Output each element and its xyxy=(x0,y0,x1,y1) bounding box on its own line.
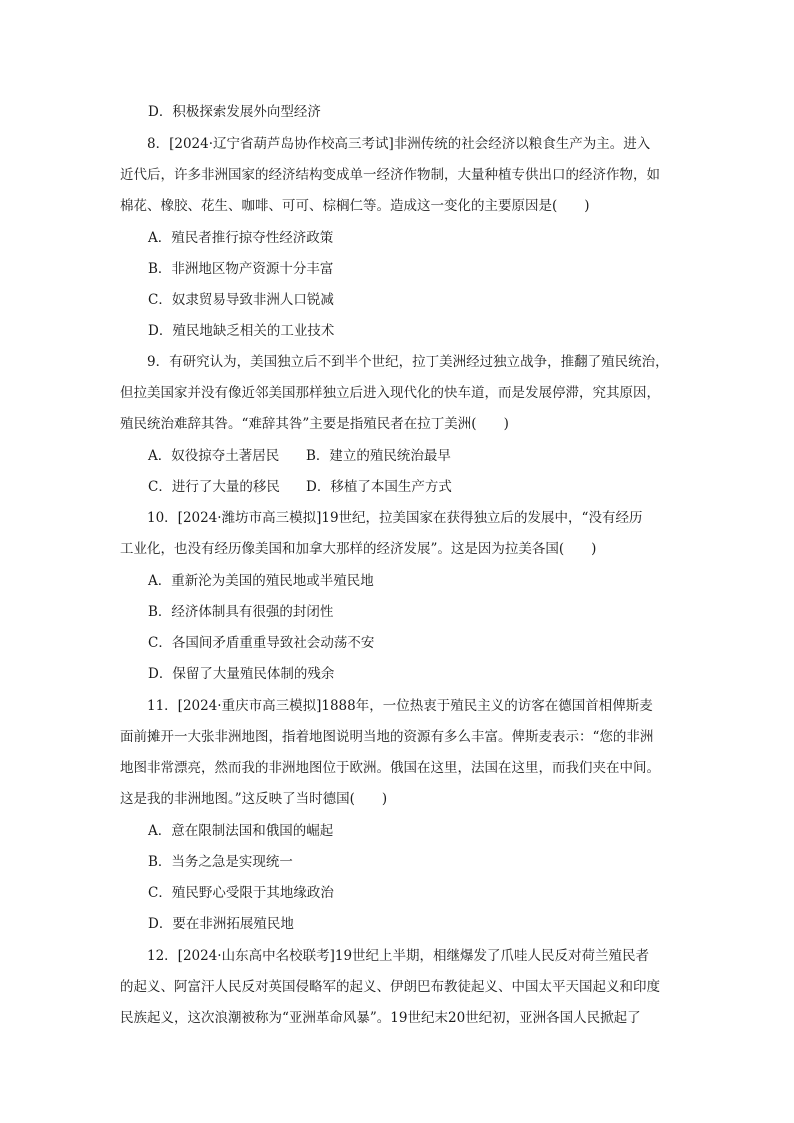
q10-option-d[interactable]: D．保留了大量殖民体制的残余 xyxy=(148,666,335,682)
q8-stem-line-2: 近代后，许多非洲国家的经济结构变成单一经济作物制，大量种植专供出口的经济作物，如 xyxy=(120,167,660,183)
q7-option-d[interactable]: D．积极探索发展外向型经济 xyxy=(148,104,321,120)
q9-option-a[interactable]: A．奴役掠夺土著居民 xyxy=(148,448,280,464)
q8-option-c[interactable]: C．奴隶贸易导致非洲人口锐减 xyxy=(148,292,334,308)
q9-stem-line-2: 但拉美国家并没有像近邻美国那样独立后进入现代化的快车道，而是发展停滞，究其原因， xyxy=(120,385,660,401)
q9-option-b[interactable]: B．建立的殖民统治最早 xyxy=(306,448,451,464)
q8-option-b[interactable]: B．非洲地区物产资源十分丰富 xyxy=(148,261,334,277)
q11-stem-line-3: 地图非常漂亮，然而我的非洲地图位于欧洲。俄国在这里，法国在这里，而我们夹在中间。 xyxy=(120,760,660,776)
q10-option-b[interactable]: B．经济体制具有很强的封闭性 xyxy=(148,604,334,620)
q11-option-d[interactable]: D．要在非洲拓展殖民地 xyxy=(148,916,294,932)
q11-option-a[interactable]: A．意在限制法国和俄国的崛起 xyxy=(148,823,334,839)
q12-stem-line-1: 12．[2024·山东高中名校联考]19世纪上半期，相继爆发了爪哇人民反对荷兰殖民者 xyxy=(147,948,650,964)
q11-stem-line-4: 这是我的非洲地图。”这反映了当时德国( ) xyxy=(120,791,388,807)
q8-stem-line-3: 棉花、橡胶、花生、咖啡、可可、棕榈仁等。造成这一变化的主要原因是( ) xyxy=(120,198,590,214)
q9-stem-line-3: 殖民统治难辞其咎。“难辞其咎”主要是指殖民者在拉丁美洲( ) xyxy=(120,416,509,432)
q10-option-a[interactable]: A．重新沦为美国的殖民地或半殖民地 xyxy=(148,573,374,589)
q11-option-b[interactable]: B．当务之急是实现统一 xyxy=(148,854,293,870)
q10-stem-line-1: 10．[2024·潍坊市高三模拟]19世纪，拉美国家在获得独立后的发展中，“没有经历 xyxy=(147,510,643,526)
q11-option-c[interactable]: C．殖民野心受限于其地缘政治 xyxy=(148,885,334,901)
q10-stem-line-2: 工业化，也没有经历像美国和加拿大那样的经济发展”。这是因为拉美各国( ) xyxy=(120,541,597,557)
q11-stem-line-2: 面前摊开一大张非洲地图，指着地图说明当地的资源有多么丰富。俾斯麦表示：“您的非洲 xyxy=(120,729,654,745)
q9-option-d[interactable]: D．移植了本国生产方式 xyxy=(306,479,452,495)
q12-stem-line-3: 民族起义，这次浪潮被称为“亚洲革命风暴”。19世纪末20世纪初，亚洲各国人民掀起了 xyxy=(120,1010,641,1026)
q12-stem-line-2: 的起义、阿富汗人民反对英国侵略军的起义、伊朗巴布教徒起义、中国太平天国起义和印度 xyxy=(120,979,660,995)
q9-option-c[interactable]: C．进行了大量的移民 xyxy=(148,479,280,495)
q11-stem-line-1: 11．[2024·重庆市高三模拟]1888年，一位热衷于殖民主义的访客在德国首相俾斯麦 xyxy=(147,698,653,714)
q9-stem-line-1: 9．有研究认为，美国独立后不到半个世纪，拉丁美洲经过独立战争，推翻了殖民统治， xyxy=(147,354,669,370)
q8-option-a[interactable]: A．殖民者推行掠夺性经济政策 xyxy=(148,230,334,246)
q8-stem-line-1: 8．[2024·辽宁省葫芦岛协作校高三考试]非洲传统的社会经济以粮食生产为主。进入 xyxy=(147,136,651,152)
q8-option-d[interactable]: D．殖民地缺乏相关的工业技术 xyxy=(148,323,335,339)
q10-option-c[interactable]: C．各国间矛盾重重导致社会动荡不安 xyxy=(148,635,375,651)
